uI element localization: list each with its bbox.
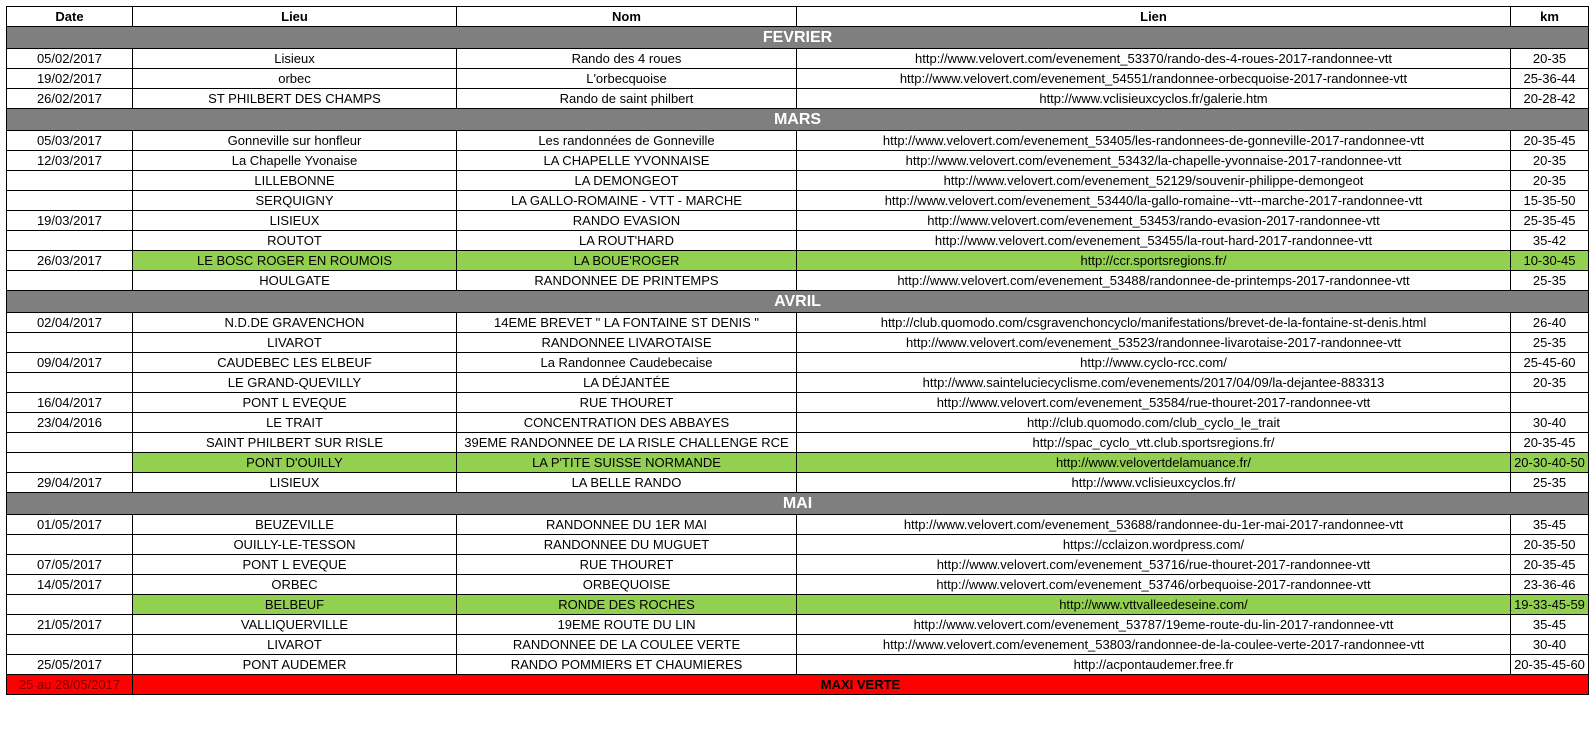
cell-km: 15-35-50 [1511,191,1589,211]
cell-lien[interactable]: http://www.velovert.com/evenement_53488/randonnee-de-printemps-2017-randonnee-vtt [797,271,1511,291]
month-label: MAI [7,493,1589,515]
cell-date: 25/05/2017 [7,655,133,675]
cell-km: 20-35 [1511,171,1589,191]
cell-lien[interactable]: http://www.velovert.com/evenement_54551/randonnee-orbecquoise-2017-randonnee-vtt [797,69,1511,89]
table-body [7,27,1589,695]
cell-lien[interactable]: http://www.velovert.com/evenement_53405/les-randonnees-de-gonneville-2017-randonnee-vtt [797,131,1511,151]
cell-lien[interactable]: http://www.velovert.com/evenement_53746/orbequoise-2017-randonnee-vtt [797,575,1511,595]
month-header-row [7,291,1589,313]
cell-lien[interactable]: http://acpontaudemer.free.fr [797,655,1511,675]
cell-km: 25-35 [1511,473,1589,493]
table-row[interactable] [7,271,1589,291]
table-row[interactable] [7,615,1589,635]
cell-lieu: LILLEBONNE [133,171,457,191]
cell-lieu: LISIEUX [133,473,457,493]
cell-nom: La Randonnee Caudebecaise [457,353,797,373]
cell-km: 20-35-45-60 [1511,655,1589,675]
cell-nom: LA P'TITE SUISSE NORMANDE [457,453,797,473]
cell-date [7,635,133,655]
cell-nom: 19EME ROUTE DU LIN [457,615,797,635]
table-row[interactable] [7,333,1589,353]
cell-date: 05/02/2017 [7,49,133,69]
cell-lieu: LIVAROT [133,635,457,655]
table-row[interactable] [7,373,1589,393]
cell-lieu: LE GRAND-QUEVILLY [133,373,457,393]
cell-nom: 39EME RANDONNEE DE LA RISLE CHALLENGE RCE [457,433,797,453]
cell-date [7,433,133,453]
header-lien: Lien [797,7,1511,27]
cell-lien[interactable]: https://cclaizon.wordpress.com/ [797,535,1511,555]
cell-lieu: LE BOSC ROGER EN ROUMOIS [133,251,457,271]
cell-km: 20-35-45 [1511,131,1589,151]
cell-km: 20-35 [1511,151,1589,171]
cell-date: 02/04/2017 [7,313,133,333]
table-row[interactable] [7,151,1589,171]
cell-date [7,453,133,473]
cell-km: 20-35-45 [1511,433,1589,453]
cell-nom: RUE THOURET [457,393,797,413]
cell-lieu: PONT AUDEMER [133,655,457,675]
cell-lieu: Gonneville sur honfleur [133,131,457,151]
cell-date [7,333,133,353]
table-row[interactable] [7,353,1589,373]
cell-date [7,595,133,615]
cell-nom: LA ROUT'HARD [457,231,797,251]
month-header-row [7,493,1589,515]
cell-date: 14/05/2017 [7,575,133,595]
cell-lieu: SERQUIGNY [133,191,457,211]
cell-date: 19/02/2017 [7,69,133,89]
cell-nom: RANDONNEE DE PRINTEMPS [457,271,797,291]
cell-km: 26-40 [1511,313,1589,333]
cell-nom: RUE THOURET [457,555,797,575]
header-km: km [1511,7,1589,27]
cell-lieu: ROUTOT [133,231,457,251]
maxi-verte-row[interactable] [7,675,1589,695]
cell-nom: Rando des 4 roues [457,49,797,69]
cell-nom: Les randonnées de Gonneville [457,131,797,151]
cell-lien[interactable]: http://www.velovert.com/evenement_53432/la-chapelle-yvonnaise-2017-randonnee-vtt [797,151,1511,171]
cell-lien[interactable]: http://www.velovert.com/evenement_53803/randonnee-de-la-coulee-verte-2017-randonnee-vtt [797,635,1511,655]
cell-lien[interactable]: http://spac_cyclo_vtt.club.sportsregions.fr/ [797,433,1511,453]
cell-date: 26/03/2017 [7,251,133,271]
cell-nom: Rando de saint philbert [457,89,797,109]
cell-km [1511,393,1589,413]
table-row[interactable] [7,433,1589,453]
cell-lien[interactable]: http://www.velovert.com/evenement_53584/rue-thouret-2017-randonnee-vtt [797,393,1511,413]
cell-nom: LA CHAPELLE YVONNAISE [457,151,797,171]
cell-lieu: SAINT PHILBERT SUR RISLE [133,433,457,453]
cell-km: 19-33-45-59 [1511,595,1589,615]
cell-lieu: VALLIQUERVILLE [133,615,457,635]
cell-nom: LA DEMONGEOT [457,171,797,191]
cell-date [7,171,133,191]
cell-lieu: PONT D'OUILLY [133,453,457,473]
cell-nom: CONCENTRATION DES ABBAYES [457,413,797,433]
cell-lien[interactable]: http://www.velovert.com/evenement_53440/la-gallo-romaine--vtt--marche-2017-randonnee-vtt [797,191,1511,211]
cell-date [7,535,133,555]
cell-km: 20-35-50 [1511,535,1589,555]
cell-nom: RANDONNEE LIVAROTAISE [457,333,797,353]
cell-lieu: PONT L EVEQUE [133,393,457,413]
cell-lieu: N.D.DE GRAVENCHON [133,313,457,333]
cell-km: 20-35-45 [1511,555,1589,575]
cell-date: 01/05/2017 [7,515,133,535]
cell-lien[interactable]: http://www.velovert.com/evenement_52129/souvenir-philippe-demongeot [797,171,1511,191]
cell-date: 29/04/2017 [7,473,133,493]
cell-nom: RANDO POMMIERS ET CHAUMIERES [457,655,797,675]
header-nom: Nom [457,7,797,27]
cell-date [7,271,133,291]
table-row[interactable] [7,89,1589,109]
cell-date [7,231,133,251]
table-row[interactable] [7,171,1589,191]
cell-lien[interactable]: http://ccr.sportsregions.fr/ [797,251,1511,271]
cell-km: 25-35 [1511,333,1589,353]
cell-lieu: La Chapelle Yvonaise [133,151,457,171]
cell-nom: RANDONNEE DU MUGUET [457,535,797,555]
cell-lien[interactable]: http://www.velovert.com/evenement_53455/la-rout-hard-2017-randonnee-vtt [797,231,1511,251]
maxi-verte-label: MAXI VERTE [133,675,1589,695]
cell-lieu: BEUZEVILLE [133,515,457,535]
cell-lien[interactable]: http://club.quomodo.com/club_cyclo_le_trait [797,413,1511,433]
cell-km: 20-35 [1511,49,1589,69]
cell-lien[interactable]: http://www.velovert.com/evenement_53787/19eme-route-du-lin-2017-randonnee-vtt [797,615,1511,635]
cell-km: 20-30-40-50 [1511,453,1589,473]
cell-nom: RONDE DES ROCHES [457,595,797,615]
cell-nom: RANDONNEE DU 1ER MAI [457,515,797,535]
cell-km: 30-40 [1511,635,1589,655]
cell-km: 20-35 [1511,373,1589,393]
table-row[interactable] [7,453,1589,473]
cell-date: 05/03/2017 [7,131,133,151]
table-row[interactable] [7,231,1589,251]
header-lieu: Lieu [133,7,457,27]
cell-date: 12/03/2017 [7,151,133,171]
cell-lien[interactable]: http://www.velovert.com/evenement_53453/rando-evasion-2017-randonnee-vtt [797,211,1511,231]
cell-lien[interactable]: http://www.velovertdelamuance.fr/ [797,453,1511,473]
cell-nom: LA DÉJANTÉE [457,373,797,393]
cell-lieu: LE TRAIT [133,413,457,433]
cell-km: 23-36-46 [1511,575,1589,595]
cell-nom: L'orbecquoise [457,69,797,89]
cell-lieu: LIVAROT [133,333,457,353]
cell-lieu: OUILLY-LE-TESSON [133,535,457,555]
table-row[interactable] [7,655,1589,675]
cell-km: 25-35-45 [1511,211,1589,231]
cell-nom: ORBEQUOISE [457,575,797,595]
cell-lien[interactable]: http://www.velovert.com/evenement_53716/rue-thouret-2017-randonnee-vtt [797,555,1511,575]
table-row[interactable] [7,211,1589,231]
cell-km: 35-45 [1511,615,1589,635]
table-row[interactable] [7,473,1589,493]
cell-lieu: BELBEUF [133,595,457,615]
cell-lien[interactable]: http://www.vttvalleedeseine.com/ [797,595,1511,615]
cell-lieu: ST PHILBERT DES CHAMPS [133,89,457,109]
cell-km: 35-42 [1511,231,1589,251]
table-row[interactable] [7,575,1589,595]
cell-lien[interactable]: http://club.quomodo.com/csgravenchoncyclo/manifestations/brevet-de-la-fontaine-st-denis.html [797,313,1511,333]
cell-lien[interactable]: http://www.sainteluciecyclisme.com/evenements/2017/04/09/la-dejantee-883313 [797,373,1511,393]
cell-date: 26/02/2017 [7,89,133,109]
cell-lien[interactable]: http://www.velovert.com/evenement_53523/randonnee-livarotaise-2017-randonnee-vtt [797,333,1511,353]
cell-nom: LA BOUE'ROGER [457,251,797,271]
table-row[interactable] [7,535,1589,555]
cell-lien[interactable]: http://www.cyclo-rcc.com/ [797,353,1511,373]
cell-date: 21/05/2017 [7,615,133,635]
cell-lien[interactable]: http://www.vclisieuxcyclos.fr/ [797,473,1511,493]
month-label: MARS [7,109,1589,131]
cell-km: 25-35 [1511,271,1589,291]
table-row[interactable] [7,251,1589,271]
table-row[interactable] [7,313,1589,333]
table-row[interactable] [7,69,1589,89]
month-header-row [7,27,1589,49]
cell-date: 07/05/2017 [7,555,133,575]
cell-nom: LA BELLE RANDO [457,473,797,493]
cell-km: 25-45-60 [1511,353,1589,373]
cell-lieu: CAUDEBEC LES ELBEUF [133,353,457,373]
cell-km: 35-45 [1511,515,1589,535]
cell-lieu: ORBEC [133,575,457,595]
cell-date: 09/04/2017 [7,353,133,373]
table-row[interactable] [7,131,1589,151]
cell-km: 20-28-42 [1511,89,1589,109]
cell-nom: LA GALLO-ROMAINE - VTT - MARCHE [457,191,797,211]
cell-date: 23/04/2016 [7,413,133,433]
cell-lien[interactable]: http://www.velovert.com/evenement_53688/randonnee-du-1er-mai-2017-randonnee-vtt [797,515,1511,535]
table-row[interactable] [7,413,1589,433]
cell-lien[interactable]: http://www.vclisieuxcyclos.fr/galerie.htm [797,89,1511,109]
month-label: FEVRIER [7,27,1589,49]
cell-nom: 14EME BREVET " LA FONTAINE ST DENIS " [457,313,797,333]
spreadsheet [6,6,1589,695]
cell-km: 10-30-45 [1511,251,1589,271]
events-table [6,6,1589,695]
maxi-verte-date: 25 au 28/05/2017 [7,675,133,695]
cell-nom: RANDONNEE DE LA COULEE VERTE [457,635,797,655]
table-row[interactable] [7,515,1589,535]
cell-nom: RANDO EVASION [457,211,797,231]
cell-date: 19/03/2017 [7,211,133,231]
table-row[interactable] [7,191,1589,211]
cell-lieu: PONT L EVEQUE [133,555,457,575]
cell-date: 16/04/2017 [7,393,133,413]
table-row[interactable] [7,393,1589,413]
month-label: AVRIL [7,291,1589,313]
table-row[interactable] [7,555,1589,575]
table-row[interactable] [7,49,1589,69]
cell-lieu: orbec [133,69,457,89]
table-row[interactable] [7,635,1589,655]
table-row[interactable] [7,595,1589,615]
cell-date [7,191,133,211]
cell-lieu: Lisieux [133,49,457,69]
cell-km: 30-40 [1511,413,1589,433]
month-header-row [7,109,1589,131]
header-date: Date [7,7,133,27]
cell-date [7,373,133,393]
cell-lien[interactable]: http://www.velovert.com/evenement_53370/rando-des-4-roues-2017-randonnee-vtt [797,49,1511,69]
cell-lieu: LISIEUX [133,211,457,231]
header-row [7,7,1589,27]
cell-lieu: HOULGATE [133,271,457,291]
cell-km: 25-36-44 [1511,69,1589,89]
